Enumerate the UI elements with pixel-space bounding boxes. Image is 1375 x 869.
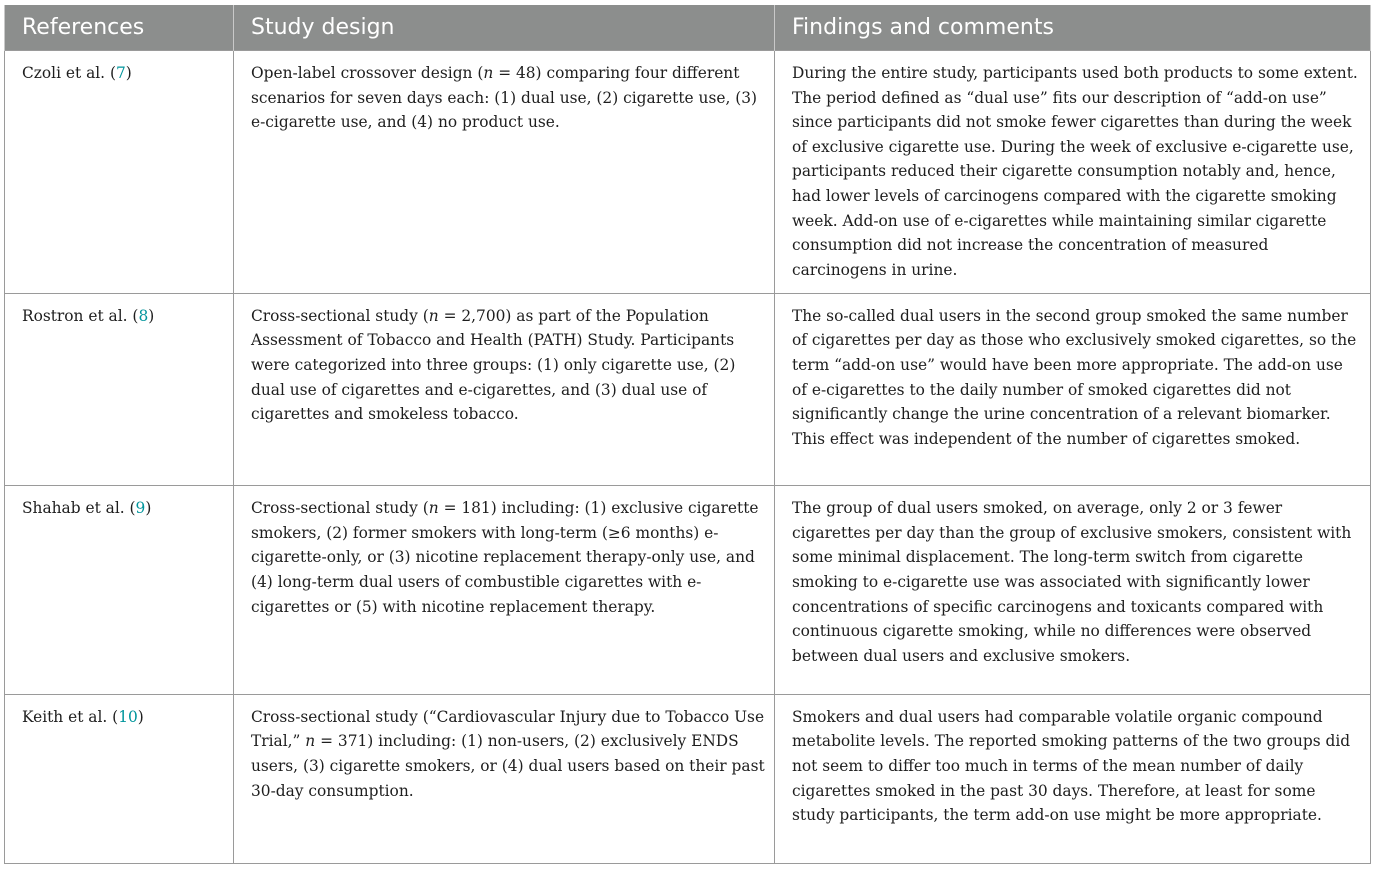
- reference-cell: [5, 486, 234, 695]
- table-header-row: [5, 5, 1371, 51]
- reference-close: ): [125, 64, 132, 82]
- sample-size-symbol: n: [428, 499, 439, 518]
- reference-link[interactable]: 8: [138, 306, 149, 325]
- design-text-start: Cross-sectional study (“Cardiovascular Injury due to Tobacco Use Trial,”: [251, 707, 765, 751]
- reference-cell: [5, 694, 234, 863]
- findings-cell: The so-called dual users in the second group smoked the same number of cigarettes per day as those who exclusively smoked cigarettes, so the term “add-on use” would have been more appropriate. The add-on use of e-cigarettes to the daily number of smoked cigarettes did not significantly change the urine concentration of a relevant biomarker. This effect was independent of the number of cigarettes smoked.: [775, 293, 1371, 485]
- reference-link[interactable]: 9: [135, 499, 146, 518]
- design-text-rest: = 2,700) as part of the Population Assessment of Tobacco and Health (PATH) Study. Participants were categorized into three groups: (1) only cigarette use, (2) dual use of cigarettes and e-cigarettes, and (3) dual use of cigarettes and smokeless tobacco.: [251, 306, 736, 424]
- table-row: [5, 51, 1371, 294]
- findings-cell: During the entire study, participants used both products to some extent. The period defined as “dual use” fits our description of “add-on use” since participants did not smoke fewer cigarettes than during the week of exclusive cigarette use. During the week of exclusive e-cigarette use, participants reduced their cigarette consumption notably and, hence, had lower levels of carcinogens compared with the cigarette smoking week. Add-on use of e-cigarettes while maintaining similar cigarette consumption did not increase the concentration of measured carcinogens in urine.: [775, 51, 1371, 294]
- findings-cell: Smokers and dual users had comparable volatile organic compound metabolite levels. The reported smoking patterns of the two groups did not seem to differ too much in terms of the mean number of daily cigarettes smoked in the past 30 days. Therefore, at least for some study participants, the term add-on use might be more appropriate.: [775, 694, 1371, 863]
- header-references: References: [5, 5, 234, 51]
- reference-author: Shahab et al. (: [22, 499, 136, 518]
- study-design-cell: [234, 293, 775, 485]
- header-findings: Findings and comments: [775, 5, 1371, 51]
- findings-cell: The group of dual users smoked, on average, only 2 or 3 fewer cigarettes per day than the group of exclusive smokers, consistent with some minimal displacement. The long-term switch from cigarette smoking to e-cigarette use was associated with significantly lower concentrations of specific carcinogens and toxicants compared with continuous cigarette smoking, while no differences were observed between dual users and exclusive smokers.: [775, 486, 1371, 695]
- reference-close: ): [137, 707, 144, 726]
- header-study-design: Study design: [234, 5, 775, 51]
- reference-cell: [5, 293, 234, 485]
- study-design-cell: [234, 486, 775, 695]
- reference-close: ): [148, 306, 155, 325]
- study-design-cell: [234, 51, 775, 294]
- references-table: [4, 5, 1371, 864]
- table-row: [5, 293, 1371, 485]
- study-design-cell: [234, 694, 775, 863]
- table-row: [5, 486, 1371, 695]
- sample-size-symbol: n: [428, 306, 439, 325]
- design-text-start: Cross-sectional study (: [251, 306, 429, 325]
- table-row: [5, 694, 1371, 863]
- sample-size-symbol: n: [305, 732, 316, 751]
- design-text-start: Open-label crossover design (: [251, 64, 484, 82]
- design-text-rest: = 48) comparing four different scenarios for seven days each: (1) dual use, (2) cigarette use, (3) e-cigarette use, and (4) no product use.: [251, 64, 758, 132]
- design-text-rest: = 181) including: (1) exclusive cigarette smokers, (2) former smokers with long-term (≥6 months) e-cigarette-only, or (3) nicotine replacement therapy-only use, and (4) long-term dual users of combustible cigarettes with e-cigarettes or (5) with nicotine replacement therapy.: [251, 499, 759, 616]
- reference-author: Keith et al. (: [22, 707, 119, 726]
- design-text-rest: = 371) including: (1) non-users, (2) exclusively ENDS users, (3) cigarette smokers, or (4) dual users based on their past 30-day consumption.: [251, 732, 765, 800]
- reference-close: ): [145, 499, 152, 518]
- reference-author: Czoli et al. (: [22, 64, 116, 82]
- design-text-start: Cross-sectional study (: [251, 499, 429, 518]
- reference-cell: [5, 51, 234, 294]
- reference-link[interactable]: 10: [118, 707, 138, 726]
- reference-link[interactable]: 7: [115, 64, 126, 82]
- reference-author: Rostron et al. (: [22, 306, 139, 325]
- sample-size-symbol: n: [483, 64, 494, 82]
